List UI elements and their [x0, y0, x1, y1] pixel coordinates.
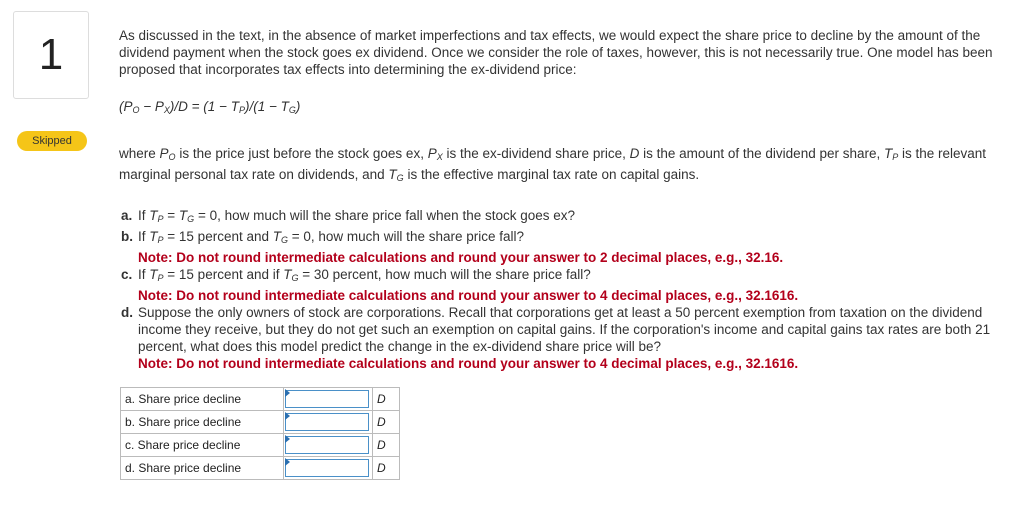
question-parts	[119, 207, 1019, 372]
question-number: 1	[13, 11, 89, 99]
answer-input-a[interactable]	[285, 390, 369, 408]
answer-unit: D	[373, 457, 400, 480]
required-marker-icon	[285, 458, 290, 466]
question-intro: As discussed in the text, in the absence of market imperfections and tax effects, we would expect the share price to decline by the amount of the dividend payment when the stock goes ex dividend. Once we consider the role of taxes, however, this is not necessarily true. One model has been proposed that incorporates tax effects into determining the ex-dividend price:	[119, 28, 993, 77]
answer-table	[120, 387, 400, 480]
variable-definitions: where $P_O$ is the price just before the stock goes ex, $P_X$ is the ex-dividend share price, D is the amount of the dividend per share, $T_P$ is the relevant marginal personal tax rate on dividends, and $T_G$ is the effective marginal tax rate on capital gains.	[119, 146, 987, 183]
answer-unit: D	[373, 434, 400, 457]
part-c: c. If $T_P = 15$ percent and if $T_G = 30$ percent, how much will the share price fall?	[121, 267, 591, 283]
answer-unit: D	[373, 411, 400, 434]
formula: $(P_O - P_X)/D = (1 - T_P)/(1 - T_G)$	[119, 99, 301, 115]
answer-input-d[interactable]	[285, 459, 369, 477]
status-badge: Skipped	[17, 131, 87, 151]
answer-label: d. Share price decline	[121, 457, 284, 480]
answer-label: c. Share price decline	[121, 434, 284, 457]
answer-label: b. Share price decline	[121, 411, 284, 434]
answer-unit: D	[373, 388, 400, 411]
question-content	[119, 27, 1019, 372]
part-a: a. If $T_P = T_G = 0$, how much will the share price fall when the stock goes ex?	[121, 208, 576, 224]
answer-label: a. Share price decline	[121, 388, 284, 411]
part-b-note: Note: Do not round intermediate calculations and round your answer to 2 decimal places, e.g., 32.16.	[138, 250, 784, 265]
part-c-note: Note: Do not round intermediate calculations and round your answer to 4 decimal places, e.g., 32.1616.	[138, 288, 799, 303]
required-marker-icon	[285, 412, 290, 420]
part-b: b. If $T_P = 15$ percent and $T_G = 0$, how much will the share price fall?	[121, 229, 525, 245]
part-d-note: Note: Do not round intermediate calculations and round your answer to 4 decimal places, e.g., 32.1616.	[138, 356, 799, 371]
required-marker-icon	[285, 435, 290, 443]
answer-input-c[interactable]	[285, 436, 369, 454]
required-marker-icon	[285, 389, 290, 397]
table-row	[121, 388, 400, 411]
table-row	[121, 411, 400, 434]
table-row	[121, 434, 400, 457]
part-d: d. Suppose the only owners of stock are corporations. Recall that corporations get at least a 50 percent exemption from taxation on the dividend income they receive, but they do not get such an exemption on capital gains. If the corporation's income and capital gains tax rates are both 21 percent, what does this model predict the change in the ex-dividend share price will be?	[121, 305, 991, 354]
answer-input-b[interactable]	[285, 413, 369, 431]
table-row	[121, 457, 400, 480]
